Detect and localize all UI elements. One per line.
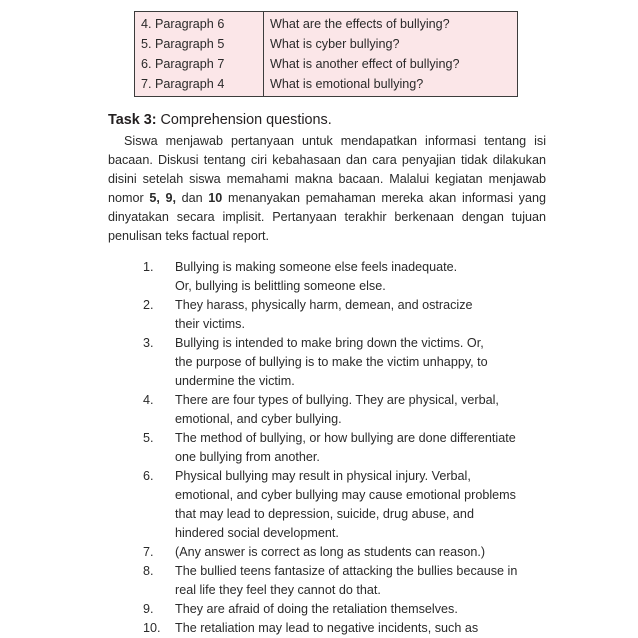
instruction-line: disini setelah siswa memahami makna bacaan. Malalui kegiatan menjawab (108, 172, 546, 186)
answer-text (175, 467, 555, 543)
answer-number: 6. (143, 469, 154, 483)
answer-line: real life they feel they cannot do that. (175, 583, 381, 597)
answer-line: that may lead to depression, suicide, drug abuse, and (175, 507, 474, 521)
answer-number: 7. (143, 545, 154, 559)
answer-number: 10. (143, 621, 161, 635)
answer-number: 1. (143, 260, 154, 274)
answer-text (175, 543, 555, 562)
answer-text (175, 391, 555, 429)
answer-line: (Any answer is correct as long as students can reason.) (175, 545, 486, 559)
instruction-line: Siswa menjawab pertanyaan untuk mendapatkan informasi tentang isi (124, 134, 546, 148)
answer-line: Bullying is intended to make bring down the victims. Or, (175, 336, 484, 350)
task-title-text: Comprehension questions. (156, 112, 332, 128)
instruction-line: bacaan. Diskusi tentang ciri kebahasaan dan cara penyajian tidak dilakukan (108, 153, 546, 167)
bold-question-numbers: 5, 9, (149, 191, 176, 205)
answer-line: There are four types of bullying. They are physical, verbal, (175, 393, 499, 407)
answer-line: hindered social development. (175, 526, 339, 540)
answer-line: their victims. (175, 317, 245, 331)
paragraph-column (135, 12, 264, 96)
answer-line: They harass, physically harm, demean, and ostracize (175, 298, 473, 312)
table-cell-paragraph: 4. Paragraph 6 (141, 17, 225, 31)
table-cell-paragraph: 6. Paragraph 7 (141, 57, 225, 71)
table-cell-question: What is cyber bullying? (270, 37, 400, 51)
matching-table (134, 11, 518, 97)
instruction-line-with-bold: nomor 5, 9, dan 10 menanyakan pemahaman mereka akan informasi yang (108, 191, 546, 205)
answer-line: The bullied teens fantasize of attacking the bullies because in (175, 564, 518, 578)
answer-text (175, 334, 555, 391)
table-cell-question: What is emotional bullying? (270, 77, 424, 91)
answer-text (175, 258, 555, 296)
instruction-line: dinyatakan secara implisit. Pertanyaan terakhir berkenaan dengan tujuan (108, 210, 546, 224)
answer-number: 4. (143, 393, 154, 407)
task-label: Task 3: (108, 112, 157, 128)
answer-line: one bullying from another. (175, 450, 320, 464)
table-cell-paragraph: 5. Paragraph 5 (141, 37, 225, 51)
table-cell-question: What is another effect of bullying? (270, 57, 460, 71)
answer-number: 8. (143, 564, 154, 578)
instructions-paragraph (108, 132, 546, 246)
answer-text (175, 600, 555, 619)
answer-line: They are afraid of doing the retaliation themselves. (175, 602, 458, 616)
table-cell-paragraph: 7. Paragraph 4 (141, 77, 225, 91)
question-column (264, 12, 517, 96)
answer-line: Bullying is making someone else feels inadequate. (175, 260, 458, 274)
answer-line: Or, bullying is belittling someone else. (175, 279, 386, 293)
answer-text (175, 429, 555, 467)
answer-line: the purpose of bullying is to make the victim unhappy, to (175, 355, 488, 369)
bold-question-number: 10 (208, 191, 223, 205)
table-cell-question: What are the effects of bullying? (270, 17, 450, 31)
answer-line: emotional, and cyber bullying. (175, 412, 342, 426)
instruction-line: penulisan teks factual report. (108, 229, 270, 243)
answer-text (175, 619, 555, 638)
task-heading (108, 112, 332, 128)
answer-line: emotional, and cyber bullying may cause emotional problems (175, 488, 516, 502)
answer-text (175, 296, 555, 334)
answer-number: 2. (143, 298, 154, 312)
answer-line: The retaliation may lead to negative incidents, such as (175, 621, 479, 635)
answer-number: 5. (143, 431, 154, 445)
answer-line: Physical bullying may result in physical injury. Verbal, (175, 469, 471, 483)
answer-number: 9. (143, 602, 154, 616)
answer-number: 3. (143, 336, 154, 350)
answer-line: The method of bullying, or how bullying are done differentiate (175, 431, 516, 445)
answer-line: undermine the victim. (175, 374, 295, 388)
answer-text (175, 562, 555, 600)
